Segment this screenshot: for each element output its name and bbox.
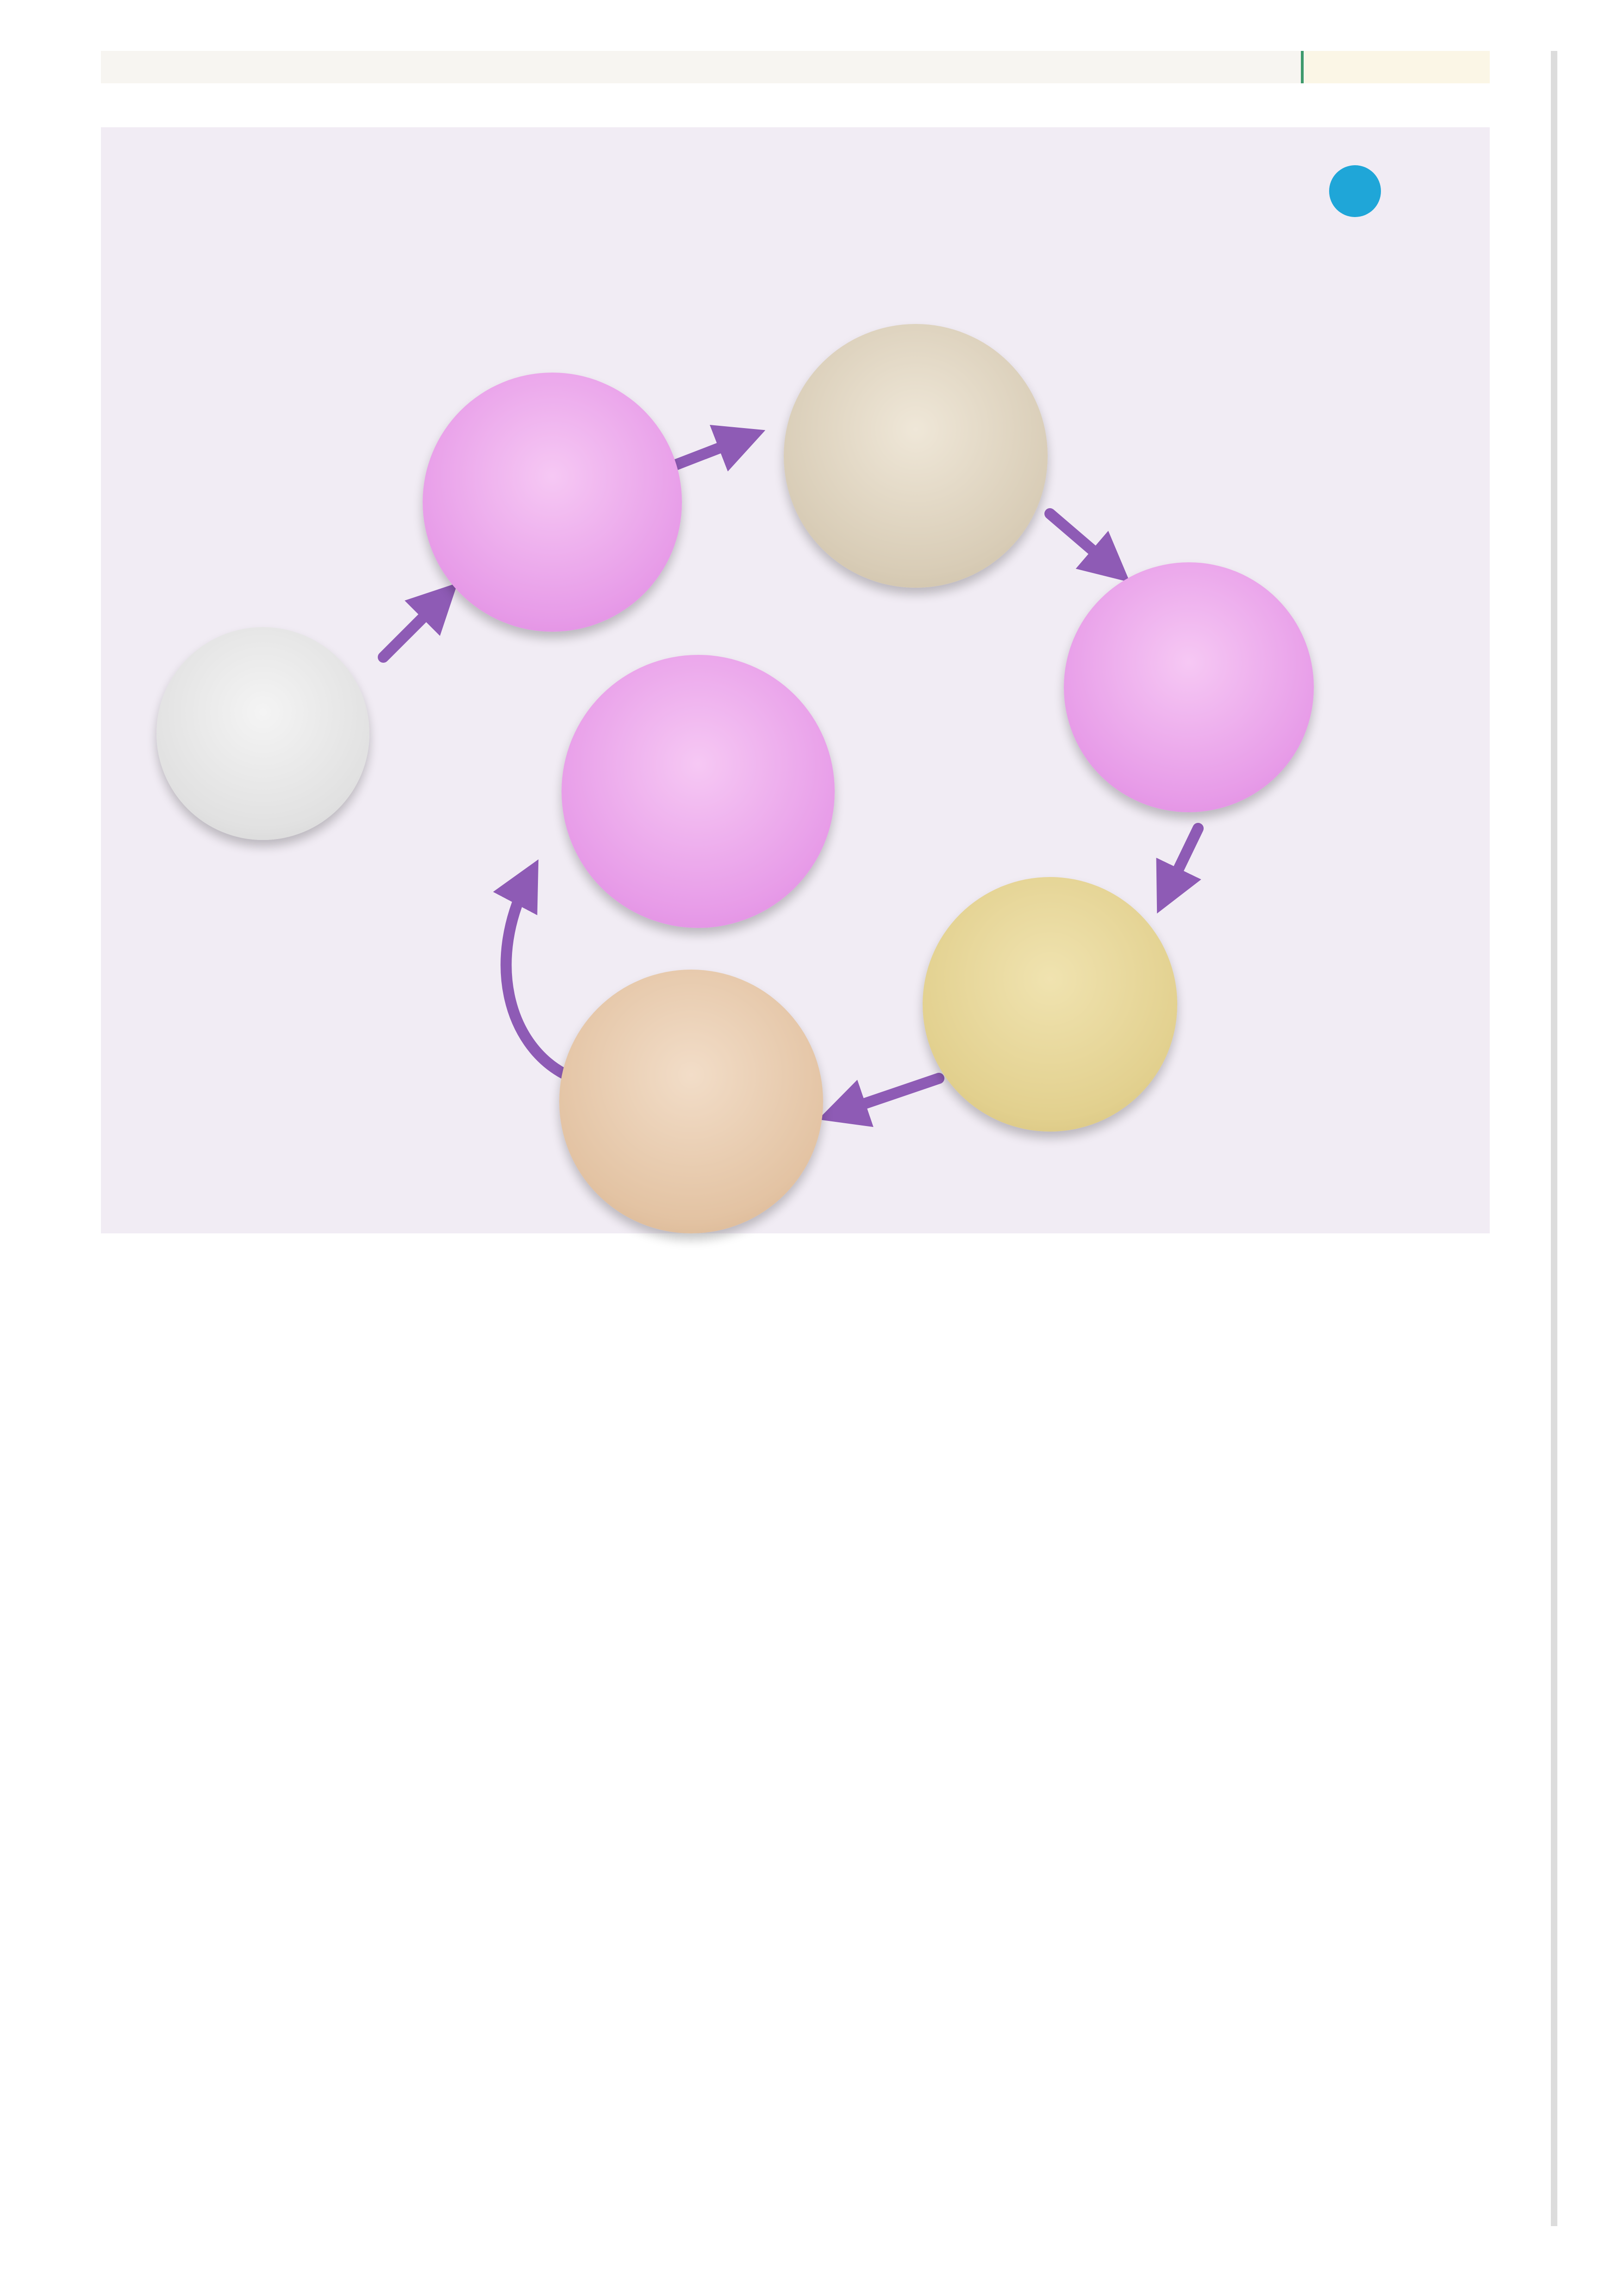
- page-edge-line: [1551, 51, 1557, 2226]
- node-algae-increase: [923, 877, 1177, 1132]
- node-reef-death: [562, 655, 835, 928]
- top-strip: [101, 51, 1490, 83]
- arrow-sharks-to-smallfish: [383, 597, 443, 657]
- arrow-algae-to-photosynthesis: [837, 1078, 939, 1113]
- question-2-panel: [101, 127, 1490, 1233]
- arrow-plankton-to-smallfishdeath: [1050, 514, 1115, 569]
- node-plankton-death: [784, 324, 1048, 588]
- node-sharks-disappear: [156, 627, 369, 840]
- top-strip-cream: [1305, 51, 1490, 83]
- node-photosynthesis-effect: [559, 970, 823, 1233]
- node-small-fish-increase: [423, 373, 682, 632]
- arrow-smallfishdeath-to-algae: [1166, 828, 1198, 896]
- arrow-photosynthesis-to-reefdeath: [506, 877, 564, 1074]
- arrow-smallfish-to-plankton: [675, 437, 747, 465]
- top-strip-divider: [1301, 51, 1304, 83]
- node-small-fish-death: [1064, 562, 1314, 812]
